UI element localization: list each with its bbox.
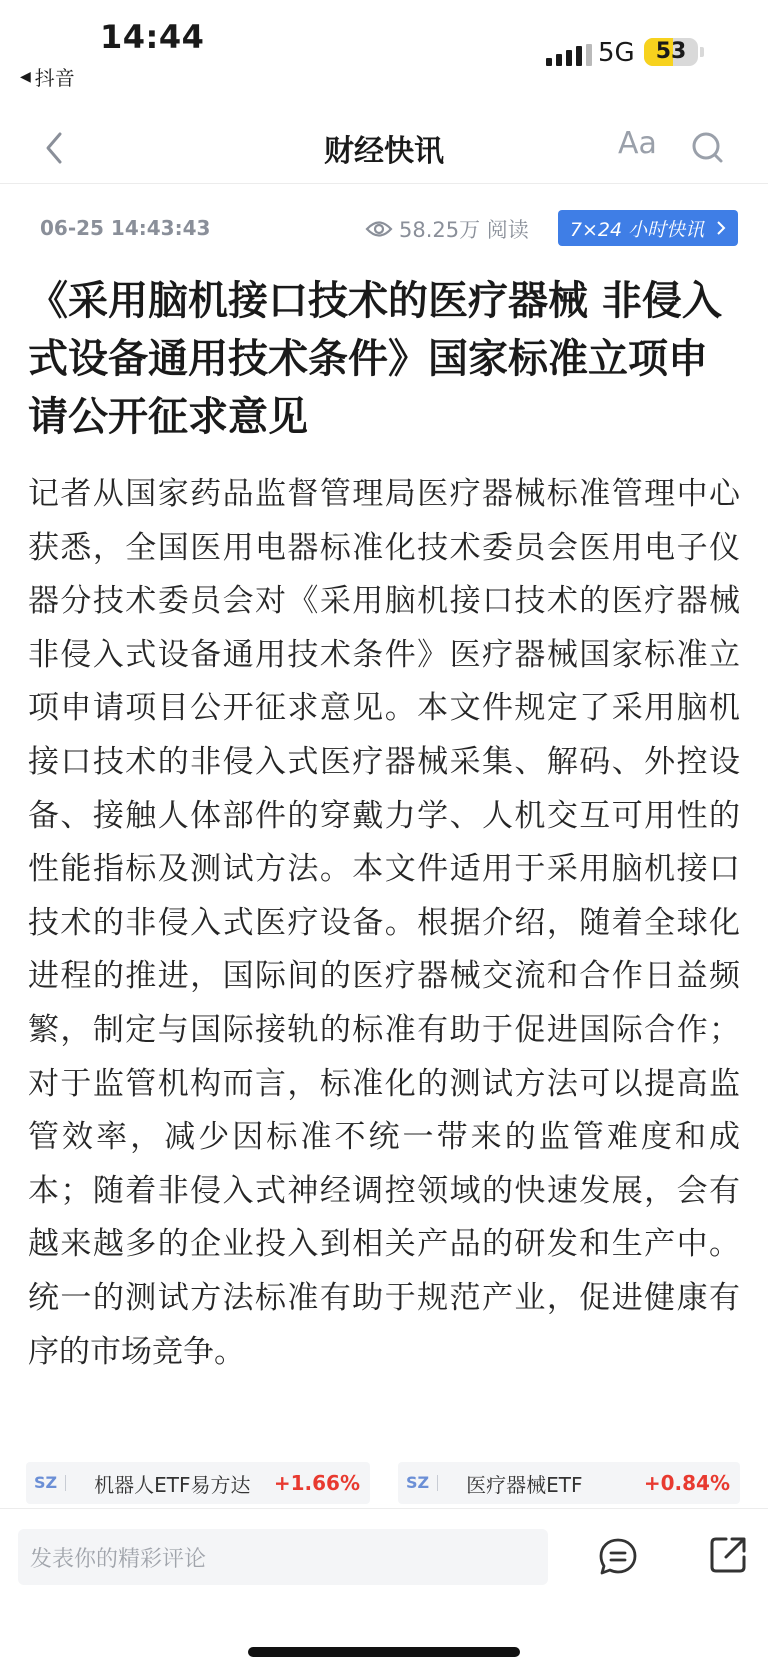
- comments-button[interactable]: [596, 1535, 640, 1579]
- signal-icon: [546, 44, 592, 66]
- share-icon: [706, 1533, 750, 1577]
- status-bar: [0, 0, 768, 100]
- badge-label: 7×24 小时快讯: [569, 218, 705, 241]
- publish-datetime: 06-25 14:43:43: [40, 216, 211, 240]
- ticker-name: 医疗器械ETF: [466, 1472, 583, 1497]
- battery-icon: [644, 38, 698, 66]
- ticker-item[interactable]: [26, 1462, 370, 1504]
- ticker-change: +1.66%: [273, 1471, 360, 1495]
- network-label: 5G: [598, 38, 635, 68]
- search-icon: [686, 122, 730, 170]
- page-title: 财经快讯: [324, 134, 444, 169]
- share-button[interactable]: [706, 1533, 750, 1577]
- article-meta: [0, 208, 768, 252]
- bottom-bar: [0, 1508, 768, 1665]
- ticker-name: 机器人ETF易方达: [94, 1472, 251, 1497]
- font-size-button[interactable]: Aa: [618, 126, 657, 161]
- comment-input[interactable]: 发表你的精彩评论: [18, 1529, 548, 1585]
- battery-cap: [700, 47, 704, 57]
- back-app-label: 抖音: [34, 66, 75, 90]
- chevron-right-icon: [716, 220, 726, 236]
- ticker-exchange: SZ: [406, 1475, 438, 1491]
- view-count-label: 58.25万 阅读: [399, 218, 529, 242]
- ticker-item[interactable]: [398, 1462, 740, 1504]
- related-tickers: [0, 1462, 768, 1506]
- view-count: [365, 214, 529, 244]
- nav-bar: [0, 108, 768, 184]
- ticker-change: +0.84%: [643, 1471, 730, 1495]
- back-arrow-icon: ◀: [20, 68, 31, 85]
- back-to-app-link[interactable]: [20, 62, 75, 91]
- news-feed-badge[interactable]: [558, 210, 738, 246]
- eye-icon: [365, 218, 393, 240]
- article-body: 记者从国家药品监督管理局医疗器械标准管理中心获悉，全国医用电器标准化技术委员会医用电子仪器分技术委员会对《采用脑机接口技术的医疗器械 非侵入式设备通用技术条件》医疗器械国家标准立项申请项目公开征求意见。本文件规定了采用脑机接口技术的非侵入式医疗器械采集、解码、外控设备、接触人体部件的穿戴力学、人机交互可用性的性能指标及测试方法。本文件适用于采用脑机接口技术的非侵入式医疗设备。根据介绍，随着全球化进程的推进，国际间的医疗器械交流和合作日益频繁，制定与国际接轨的标准有助于促进国际合作；对于监管机构而言，标准化的测试方法可以提高监管效率，减少因标准不统一带来的监管难度和成本；随着非侵入式神经调控领域的快速发展，会有越来越多的企业投入到相关产品的研发和生产中。统一的测试方法标准有助于规范产业，促进健康有序的市场竞争。: [28, 476, 740, 1370]
- status-time: 14:44: [100, 18, 205, 56]
- home-indicator[interactable]: [248, 1647, 520, 1657]
- battery-percent: 53: [655, 39, 687, 64]
- search-button[interactable]: [686, 122, 730, 170]
- ticker-exchange: SZ: [34, 1475, 66, 1491]
- article-title: 《采用脑机接口技术的医疗器械 非侵入式设备通用技术条件》国家标准立项申请公开征求意见: [28, 278, 722, 440]
- chat-icon: [596, 1535, 640, 1579]
